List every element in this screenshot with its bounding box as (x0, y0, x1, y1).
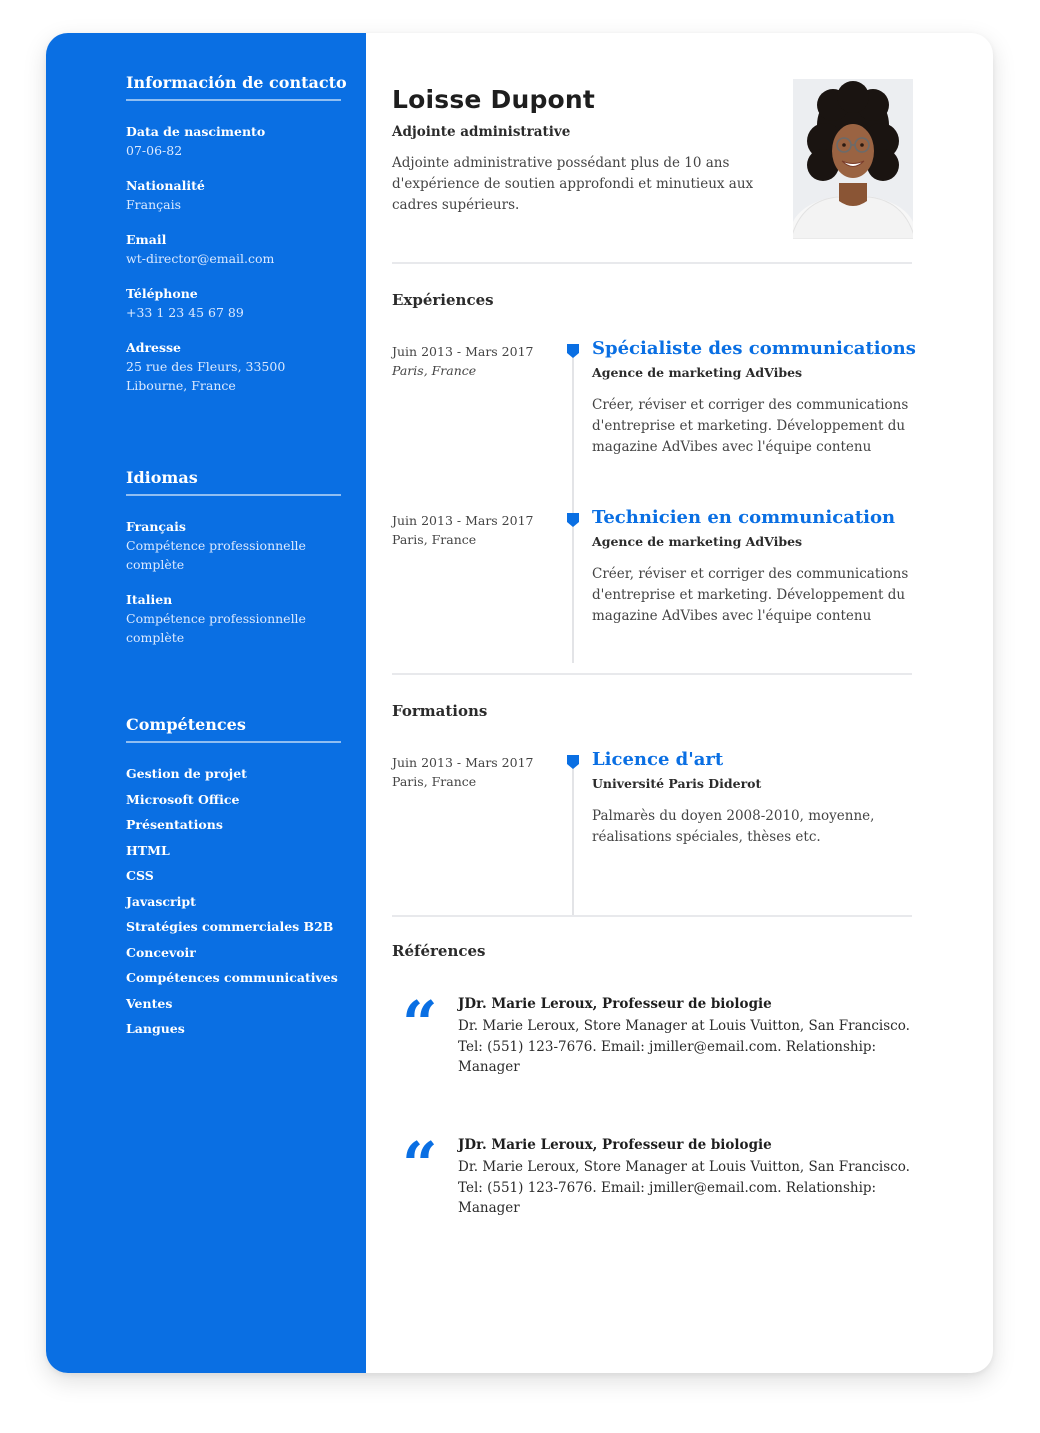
contact-heading: Información de contacto (126, 73, 341, 101)
education-institution: Université Paris Diderot (592, 776, 762, 791)
skills-section (126, 715, 341, 1045)
profile-photo (793, 79, 913, 239)
experience-description: Créer, réviser et corriger des communications d'entreprise et marketing. Développement du magazine AdVibes avec l'équipe contenu (592, 397, 909, 455)
entry-date: Juin 2013 - Mars 2017 (392, 755, 534, 770)
contact-item-nationality (126, 176, 341, 214)
person-name: Loisse Dupont (392, 85, 596, 114)
contact-label: Email (126, 232, 167, 247)
skill-item: Concevoir (126, 944, 196, 960)
resume-card (46, 33, 993, 1373)
experience-timeline (572, 349, 574, 663)
reference-details: Dr. Marie Leroux, Store Manager at Louis Vuitton, San Francisco. Tel: (551) 123-7676. Email: jmiller@email.com. Relationship: Manager (458, 1159, 910, 1216)
contact-item-phone (126, 284, 341, 322)
quote-icon: “ (402, 1128, 438, 1201)
contact-item-email (126, 230, 341, 268)
skill-item: HTML (126, 842, 170, 858)
experience-meta (392, 511, 562, 549)
education-title: Licence d'art (592, 749, 724, 770)
experience-organization: Agence de marketing AdVibes (592, 534, 803, 549)
experiences-divider (392, 673, 912, 675)
contact-item-birthdate (126, 122, 341, 160)
contact-item-address (126, 338, 341, 395)
contact-section (126, 73, 347, 411)
contact-value: 07-06-82 (126, 143, 183, 158)
skill-item: Stratégies commerciales B2B (126, 919, 334, 934)
contact-label: Nationalité (126, 178, 205, 193)
skill-item: Javascript (126, 893, 196, 909)
language-item (126, 517, 341, 574)
experience-title: Technicien en communication (592, 507, 896, 528)
profile-summary: Adjointe administrative possédant plus de 10 ans d'expérience de soutien approfondi et minutieux aux cadres supérieurs. (392, 155, 754, 213)
main-content (392, 33, 916, 1373)
quote-icon: “ (402, 987, 438, 1060)
education-meta (392, 753, 562, 791)
timeline-marker-icon (567, 513, 579, 527)
sidebar (46, 33, 366, 1373)
language-level: Compétence professionnelle complète (126, 538, 306, 572)
language-level: Compétence professionnelle complète (126, 611, 306, 645)
language-item (126, 590, 341, 647)
timeline-marker-icon (567, 344, 579, 358)
contact-label: Data de nascimento (126, 124, 266, 139)
reference-details: Dr. Marie Leroux, Store Manager at Louis Vuitton, San Francisco. Tel: (551) 123-7676. Email: jmiller@email.com. Relationship: Manager (458, 1018, 910, 1075)
contact-value: Français (126, 197, 182, 212)
education-heading: Formations (392, 702, 488, 720)
education-timeline (572, 761, 574, 916)
language-name: Français (126, 519, 186, 534)
experiences-heading: Expériences (392, 291, 494, 309)
languages-section (126, 468, 341, 663)
experience-meta (392, 342, 562, 380)
languages-heading: Idiomas (126, 468, 341, 496)
entry-location: Paris, France (392, 363, 477, 378)
skill-item: Gestion de projet (126, 766, 247, 781)
skill-item: CSS (126, 868, 154, 883)
contact-value: wt-director@email.com (126, 251, 275, 266)
education-description: Palmarès du doyen 2008-2010, moyenne, réalisations spéciales, thèses etc. (592, 808, 875, 845)
entry-location: Paris, France (392, 532, 477, 547)
education-divider (392, 915, 912, 917)
experience-title: Spécialiste des communications (592, 338, 916, 359)
language-name: Italien (126, 592, 173, 607)
entry-date: Juin 2013 - Mars 2017 (392, 344, 534, 359)
skill-item: Langues (126, 1021, 185, 1036)
contact-value: +33 1 23 45 67 89 (126, 305, 244, 320)
entry-location: Paris, France (392, 774, 477, 789)
skill-item: Ventes (126, 995, 173, 1011)
experience-description: Créer, réviser et corriger des communications d'entreprise et marketing. Développement du magazine AdVibes avec l'équipe contenu (592, 566, 909, 624)
entry-date: Juin 2013 - Mars 2017 (392, 513, 534, 528)
skill-item: Présentations (126, 817, 223, 832)
references-heading: Références (392, 942, 486, 960)
skill-item: Microsoft Office (126, 791, 240, 807)
header-divider (392, 262, 912, 264)
job-title: Adjointe administrative (392, 124, 571, 140)
reference-name: JDr. Marie Leroux, Professeur de biologie (458, 996, 772, 1012)
skill-item: Compétences communicatives (126, 970, 338, 985)
contact-label: Téléphone (126, 286, 198, 301)
reference-name: JDr. Marie Leroux, Professeur de biologie (458, 1137, 772, 1153)
contact-value: 25 rue des Fleurs, 33500 Libourne, France (126, 359, 286, 393)
skills-heading: Compétences (126, 715, 341, 743)
timeline-marker-icon (567, 755, 579, 769)
contact-label: Adresse (126, 340, 182, 355)
experience-organization: Agence de marketing AdVibes (592, 365, 803, 380)
